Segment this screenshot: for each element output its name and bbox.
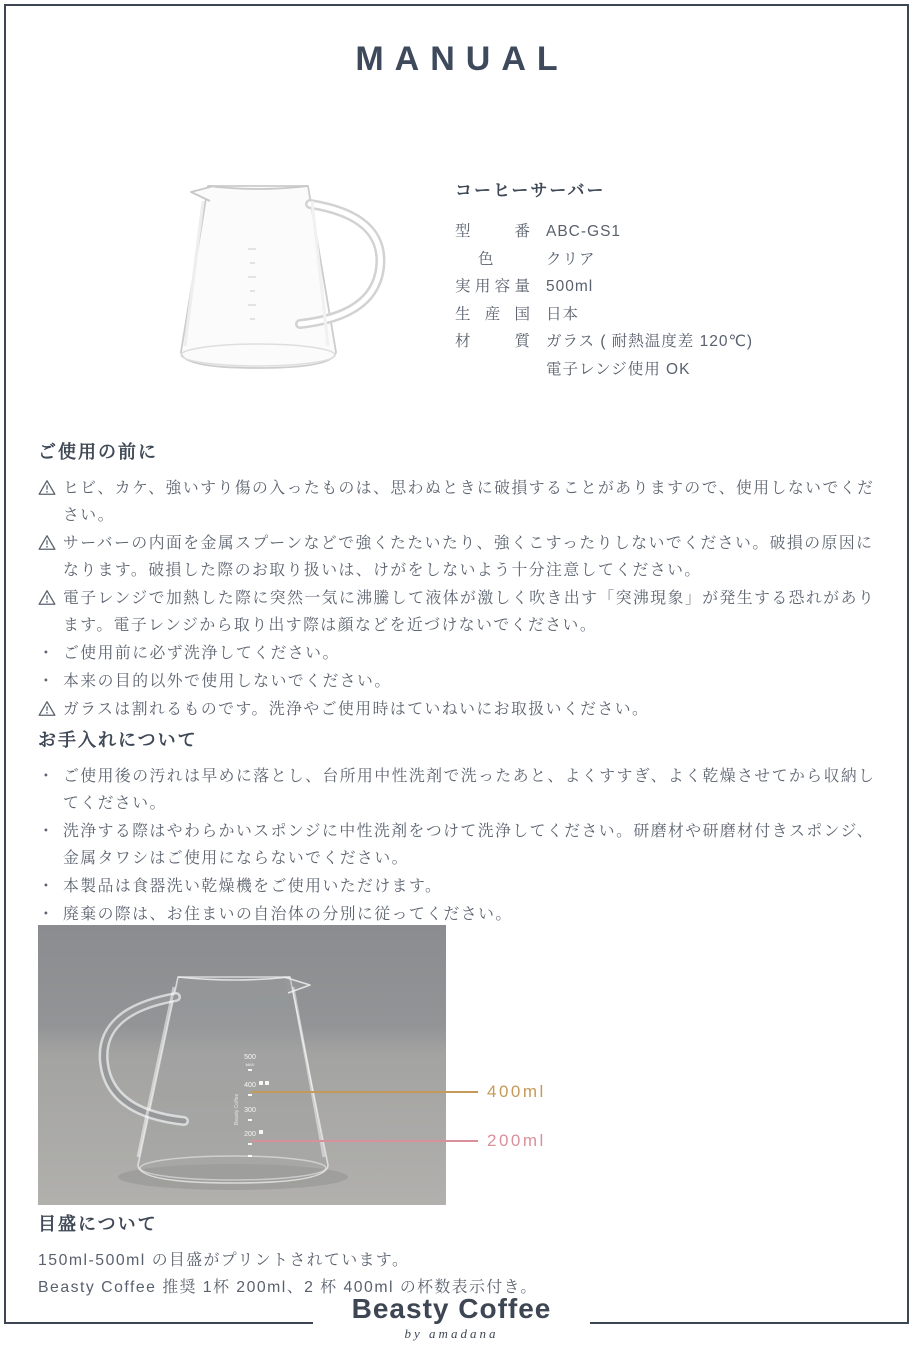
warning-icon bbox=[38, 700, 56, 717]
callout-400ml-label: 400ml bbox=[487, 1082, 546, 1101]
notice-item bbox=[38, 763, 890, 817]
spec-value: クリア bbox=[546, 250, 596, 268]
before-use-heading: ご使用の前に bbox=[38, 442, 158, 462]
spec-value: 日本 bbox=[546, 305, 580, 323]
notice-item bbox=[38, 668, 890, 695]
bullet-marker: ・ bbox=[38, 823, 56, 840]
bullet-marker: ・ bbox=[38, 645, 56, 662]
section-before-use bbox=[38, 438, 890, 724]
bullet-marker: ・ bbox=[38, 878, 56, 895]
scale-photo-illustration bbox=[38, 925, 446, 1205]
care-list bbox=[38, 763, 890, 928]
notice-text: 本製品は食器洗い乾燥機をご使用いただけます。 bbox=[63, 878, 443, 895]
callout-200ml-line bbox=[252, 1140, 478, 1142]
notice-item bbox=[38, 873, 890, 900]
warning-icon bbox=[38, 479, 56, 496]
product-photo bbox=[148, 156, 433, 388]
callout-200ml-label: 200ml bbox=[487, 1131, 546, 1150]
notice-text: ご使用前に必ず洗浄してください。 bbox=[63, 645, 340, 662]
warning-icon bbox=[38, 696, 63, 723]
spec-value: 電子レンジ使用 OK bbox=[546, 360, 691, 378]
svg-text:400: 400 bbox=[244, 1082, 256, 1089]
spec-row bbox=[455, 356, 875, 384]
spec-row bbox=[455, 301, 875, 329]
spec-row bbox=[455, 273, 875, 301]
notice-text: ヒビ、カケ、強いすり傷の入ったものは、思わぬときに破損することがありますので、使用しないでください。 bbox=[63, 480, 875, 524]
scale-photo bbox=[38, 925, 446, 1205]
spec-label: 型 番 bbox=[455, 223, 531, 240]
warning-icon bbox=[38, 475, 63, 529]
svg-text:MAX: MAX bbox=[245, 1062, 255, 1067]
callout-400ml-line bbox=[252, 1091, 478, 1093]
section-scale bbox=[38, 1210, 890, 1301]
warning-icon bbox=[38, 534, 56, 551]
bullet-marker: ・ bbox=[38, 768, 56, 785]
brand-logo bbox=[313, 1293, 590, 1342]
notice-text: ご使用後の汚れは早めに落とし、台所用中性洗剤で洗ったあと、よくすすぎ、よく乾燥させてから収納してください。 bbox=[63, 768, 876, 812]
page-title: MANUAL bbox=[355, 40, 569, 78]
product-name: コーヒーサーバー bbox=[455, 181, 606, 200]
warning-icon bbox=[38, 589, 56, 606]
spec-label: 実 用 容 量 bbox=[455, 278, 531, 295]
spec-label: 色 bbox=[478, 250, 495, 268]
spec-row bbox=[455, 218, 875, 246]
product-specs bbox=[455, 176, 875, 383]
notice-text: ガラスは割れるものです。洗浄やご使用時はていねいにお取扱いください。 bbox=[63, 701, 650, 718]
callout-200ml bbox=[252, 1131, 546, 1151]
brand-logo-text: Beasty Coffee bbox=[351, 1293, 552, 1324]
callout-400ml bbox=[252, 1082, 546, 1102]
notice-item bbox=[38, 585, 890, 639]
scale-text-line2: Beasty Coffee 推奨 1杯 200ml、2 杯 400ml の杯数表示付き。 bbox=[38, 1279, 538, 1296]
notice-item bbox=[38, 696, 890, 723]
brand-logo-subtext: by amadana bbox=[404, 1326, 499, 1341]
notice-text: 電子レンジで加熱した際に突然一気に沸騰して液体が激しく吹き出す「突沸現象」が発生する恐れがあります。電子レンジから取り出す際は顔などを近づけないでください。 bbox=[63, 590, 876, 634]
svg-text:200: 200 bbox=[244, 1131, 256, 1138]
notice-item bbox=[38, 818, 890, 872]
scale-heading: 目盛について bbox=[38, 1214, 158, 1234]
care-heading: お手入れについて bbox=[38, 730, 198, 750]
spec-row bbox=[455, 328, 875, 356]
notice-text: 本来の目的以外で使用しないでください。 bbox=[63, 673, 392, 690]
notice-text: 洗浄する際はやわらかいスポンジに中性洗剤をつけて洗浄してください。研磨材や研磨材付きスポンジ、金属タワシはご使用にならないでください。 bbox=[63, 823, 874, 867]
before-use-list bbox=[38, 475, 890, 723]
scale-text-line1: 150ml-500ml の目盛がプリントされています。 bbox=[38, 1252, 410, 1269]
spec-value: ABC-GS1 bbox=[546, 223, 622, 240]
bullet-marker: ・ bbox=[38, 673, 56, 690]
notice-item bbox=[38, 640, 890, 667]
svg-text:300: 300 bbox=[244, 1107, 256, 1114]
glass-server-illustration bbox=[148, 156, 433, 388]
notice-item bbox=[38, 530, 890, 584]
spec-label: 生 産 国 bbox=[455, 305, 531, 323]
spec-list bbox=[455, 218, 875, 383]
section-care bbox=[38, 726, 890, 929]
svg-text:500: 500 bbox=[244, 1054, 256, 1061]
warning-icon bbox=[38, 585, 63, 639]
spec-label: 材 質 bbox=[455, 333, 531, 350]
bullet-marker: ・ bbox=[38, 906, 56, 923]
notice-text: 廃棄の際は、お住まいの自治体の分別に従ってください。 bbox=[63, 906, 513, 923]
svg-text:Beasty Coffee: Beasty Coffee bbox=[234, 1093, 240, 1125]
notice-text: サーバーの内面を金属スプーンなどで強くたたいたり、強くこすったりしないでください。破損の原因になります。破損した際のお取り扱いは、けがをしないよう十分注意してください。 bbox=[63, 535, 874, 579]
spec-row bbox=[455, 246, 875, 274]
notice-item bbox=[38, 901, 890, 928]
spec-value: 500ml bbox=[546, 278, 594, 295]
warning-icon bbox=[38, 530, 63, 584]
notice-item bbox=[38, 475, 890, 529]
spec-value: ガラス ( 耐熱温度差 120℃) bbox=[546, 333, 754, 350]
